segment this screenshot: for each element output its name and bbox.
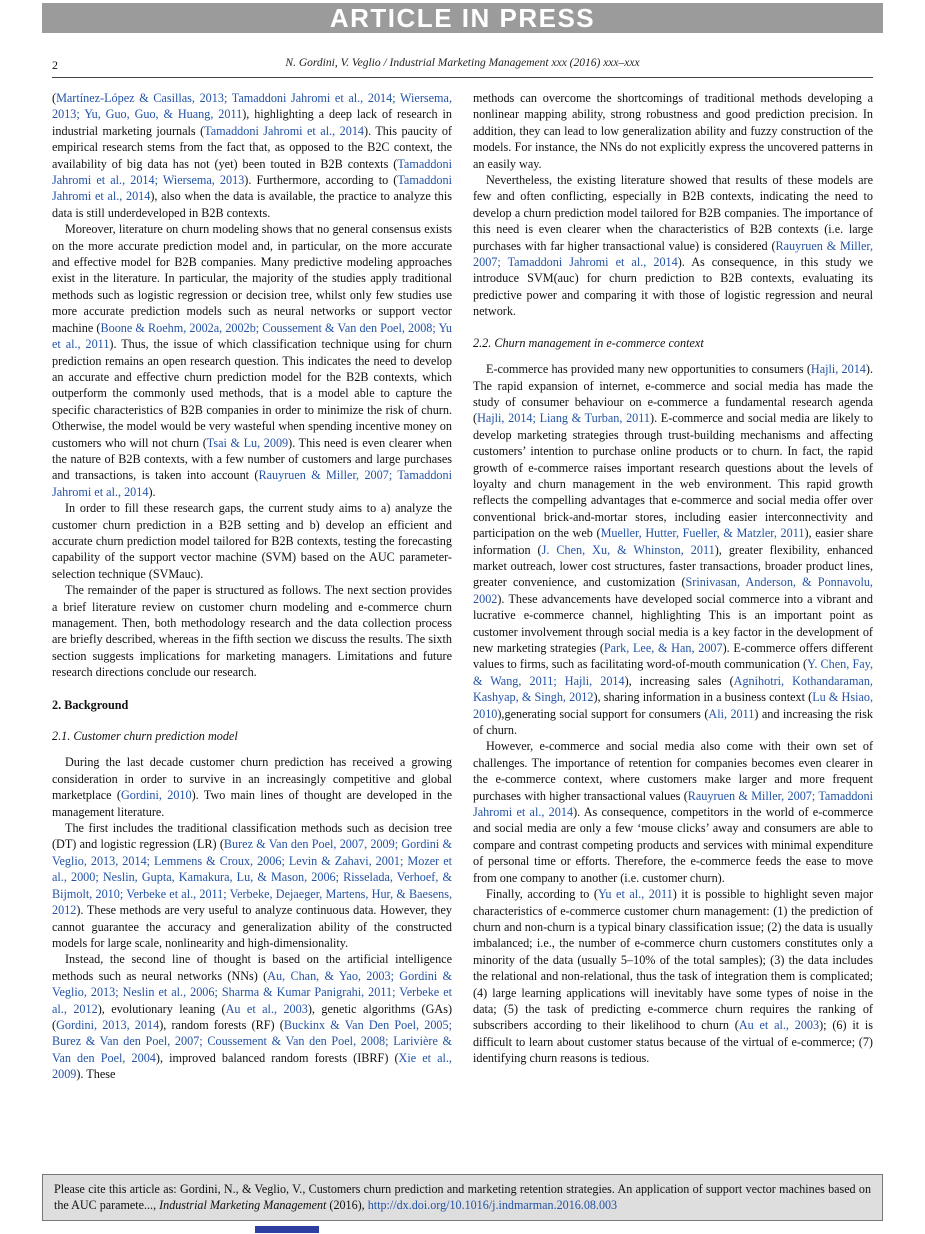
citation-link[interactable]: Gordini, 2013, 2014 — [56, 1017, 160, 1032]
text-segment: Please cite this article as: Gordini, N., & Veglio, V., Customers churn prediction and marketing retention strategies. An application of support vector machines based on the AUC paramete..., — [54, 1182, 871, 1212]
citation-link[interactable]: Tamaddoni Jahromi et al., 2014 — [204, 123, 365, 138]
text-segment: ); (6) it is difficult to learn about customer status because of the virtual of e-commerce; (7) identifying churn reasons is tedious. — [473, 1018, 873, 1066]
text-segment: ). Thus, the issue of which classification technique using for churn prediction remains an open research question. This indicates the need to develop an accurate and effective churn prediction model for the B2B contexts, which outperform the commonly used methods, that is a model able to capture the specific characteristics of B2B companies in order to minimize the risk of churn. Otherwise, the model would be very wasteful when spending incentive money on customers who will not churn ( — [52, 337, 452, 450]
citation-link[interactable]: Au et al., 2003 — [738, 1018, 820, 1033]
citation-link[interactable]: Tamaddoni Jahromi et al., 2014; Wiersema, 2013 — [52, 156, 452, 188]
citation-link[interactable]: Buckinx & Van Den Poel, 2005; Burez & Van den Poel, 2007; Coussement & Van den Poel, 2008; Larivière & Van den Poel, 2004 — [52, 1017, 452, 1065]
text-segment: ), greater flexibility, enhanced market outreach, lower cost structures, faster transactions, broader product lines, greater convenience, and customization ( — [473, 542, 873, 590]
citation-link[interactable]: Agnihotri, Kothandaraman, Kashyap, & Singh, 2012 — [473, 673, 873, 705]
citation-link[interactable]: Rauyruen & Miller, 2007; Tamaddoni Jahromi et al., 2014 — [473, 238, 873, 270]
paragraph — [473, 172, 873, 320]
paragraph — [52, 500, 452, 582]
text-segment: Industrial Marketing Management — [159, 1197, 327, 1212]
text-segment: During the last decade customer churn prediction has received a growing consideration in order to survive in an increasingly competitive and global marketplace ( — [52, 755, 452, 803]
text-segment: However, e-commerce and social media also come with their own set of challenges. The importance of retention for companies becomes even clearer in the e-commerce context, where customers make larger and more frequent purchases with higher transactional values ( — [473, 739, 873, 803]
paragraph — [473, 90, 873, 172]
citation-link[interactable]: Tsai & Lu, 2009 — [206, 435, 289, 450]
text-segment: The remainder of the paper is structured as follows. The next section provides a brief literature review on customer churn modeling and e-commerce churn management. Then, both methodology research and the data collection process are briefly described, whereas in the fifth section we discuss the results. The sixth section suggests implications for marketing managers. Limitations and future research directions conclude our research. — [52, 583, 452, 680]
section-heading: 2. Background — [52, 697, 129, 712]
text-segment: (2016), — [326, 1197, 368, 1212]
text-segment: Instead, the second line of thought is based on the artificial intelligence methods such as neural networks (NNs) ( — [52, 952, 452, 983]
paragraph — [473, 886, 873, 1066]
banner-label: ARTICLE IN PRESS — [329, 2, 596, 33]
text-segment: ). Furthermore, according to ( — [244, 173, 398, 188]
page-number: 2 — [52, 58, 58, 72]
running-title: N. Gordini, V. Veglio / Industrial Marketing Management xxx (2016) xxx–xxx — [285, 57, 640, 69]
page-header — [52, 57, 873, 72]
paragraph — [473, 361, 873, 738]
right-column — [473, 90, 873, 1172]
text-segment: The first includes the traditional classification methods such as decision tree (DT) and logistic regression (LR) ( — [52, 821, 452, 852]
citation-link[interactable]: Au, Chan, & Yao, 2003; Gordini & Veglio, 2013; Neslin et al., 2006; Sharma & Kumar Panigrahi, 2011; Verbeke et al., 2012 — [52, 968, 452, 1016]
paragraph — [52, 582, 452, 680]
citation-link[interactable]: Ali, 2011 — [708, 706, 755, 721]
text-segment: ( — [52, 91, 57, 105]
text-segment: Moreover, literature on churn modeling shows that no general consensus exists on the more accurate prediction model and, in particular, on the more accurate and effective model for B2B companies. Many predictive modeling approaches exist in the literature. In particular, the majority of the studies apply traditional methods such as logistic regression or decision tree, whilst only few studies use more accurate prediction models such as neural networks or support vector machine ( — [52, 222, 452, 335]
citation-link[interactable]: Y. Chen, Fay, & Wang, 2011; Hajli, 2014 — [473, 657, 873, 688]
citation-link[interactable]: Burez & Van den Poel, 2007, 2009; Gordini & Veglio, 2013, 2014; Lemmens & Croux, 2006; Levin & Zahavi, 2001; Mozer et al., 2000; Neslin, Gupta, Kamakura, Lu, & Mason, 2006; Risselada, Verhoef, & Bijmolt, 2010; Verbeke et al., 2011; Verbeke, Dejaeger, Martens, Hur, & Baesens, 2012 — [52, 837, 452, 918]
text-segment: ), evolutionary leaning ( — [97, 1001, 226, 1016]
text-segment: ). E-commerce offers different values to firms, such as facilitating word-of-mouth communication ( — [473, 641, 873, 672]
citation-link[interactable]: J. Chen, Xu, & Whinston, 2011 — [541, 542, 715, 557]
text-segment: ). Two main lines of thought are developed in the management literature. — [52, 788, 452, 819]
text-segment: ), sharing information in a business context ( — [593, 690, 813, 705]
text-segment: ). These methods are very useful to analyze continuous data. However, they cannot guarantee the accuracy and generalization ability of the constructed models for large scale, nonlinearity and high-dimensionality. — [52, 903, 452, 950]
text-segment: ). The rapid expansion of internet, e-commerce and social media has made the study of consumer behaviour on e-commerce a fundamental research agenda ( — [473, 362, 873, 426]
text-segment: ), improved balanced random forests (IBRF) ( — [155, 1050, 399, 1065]
link-underline-artifact — [255, 1226, 319, 1233]
text-segment: ). These — [76, 1067, 116, 1082]
text-segment: ), genetic algorithms (GAs) ( — [52, 1001, 452, 1032]
text-segment: Finally, according to ( — [486, 887, 598, 902]
citation-link[interactable]: Au et al., 2003 — [225, 1001, 308, 1016]
text-segment: ) and increasing the risk of churn. — [473, 706, 873, 738]
paragraph — [52, 820, 452, 951]
text-segment: ), random forests (RF) ( — [159, 1017, 284, 1032]
citation-link[interactable]: Hajli, 2014 — [810, 362, 866, 377]
text-segment: ). These advancements have developed social commerce into a vibrant and lucrative e-commerce channel, highlighting This is an important point as customer involvement through social media is a key factor in the development of new marketing strategies ( — [473, 591, 873, 655]
citation-link[interactable]: Lu & Hsiao, 2010 — [473, 690, 873, 721]
text-segment: ). As consequence, in this study we introduce SVM(auc) for churn prediction to B2B contexts, evaluating its predictive power and comparing it with those of logistic regression and neural network. — [473, 255, 873, 319]
article-in-press-banner — [42, 3, 883, 33]
text-segment: ), also when the data is available, the practice to analyze this data is still underdeveloped in B2B contexts. — [52, 189, 452, 220]
left-column — [52, 90, 452, 1172]
citation-link[interactable]: Park, Lee, & Han, 2007 — [603, 641, 723, 655]
citation-link[interactable]: Hajli, 2014; Liang & Turban, 2011 — [477, 411, 651, 426]
text-segment: methods can overcome the shortcomings of traditional methods developing a nonlinear mapping ability, strong robustness and good prediction precision. In addition, they can lead to low generalization ability and fuzzy construction of the models. For instance, the NNs do not explicitly express the uncovered patterns in an easily way. — [473, 91, 873, 171]
subsection-heading: 2.1. Customer churn prediction model — [52, 729, 238, 744]
text-segment: In order to fill these research gaps, the current study aims to a) analyze the customer churn prediction in a B2B setting and b) develop an efficient and accurate churn prediction model tailored for B2B contexts, testing the forecasting capability of the support vector machine (SVM) based on the AUC parameter-selection technique (SVMauc). — [52, 501, 452, 581]
paragraph — [52, 221, 452, 500]
text-segment: ),generating social support for consumers ( — [497, 706, 709, 721]
text-segment: ). E-commerce and social media are likely to develop marketing strategies through trust-building mechanisms and affecting customers’ intention to purchase online products or to churn. In fact, the rapid growth of e-commerce raises important research questions about the levels of loyalty and churn management in the web environment. This rapid growth reflects the compelling advantages that e-commerce and social media offer over conventional brick-and-mortar stores, including easier interconnectivity and participation on the web ( — [473, 411, 873, 541]
text-segment: E-commerce has provided many new opportunities to consumers ( — [486, 362, 811, 377]
text-segment: ). This paucity of empirical research stems from the fact that, as opposed to the B2C context, the availability of big data has not (yet) been touted in B2B contexts ( — [52, 123, 452, 171]
paragraph — [473, 738, 873, 886]
citation-link[interactable]: Boone & Roehm, 2002a, 2002b; Coussement & Van den Poel, 2008; Yu et al., 2011 — [52, 320, 452, 352]
citation-link[interactable]: Srinivasan, Anderson, & Ponnavolu, 2002 — [473, 575, 873, 606]
header-rule — [52, 77, 873, 78]
citation-link[interactable]: Rauyruen & Miller, 2007; Tamaddoni Jahromi et al., 2014 — [473, 788, 873, 820]
paragraph — [52, 90, 452, 221]
citation-link[interactable]: Mueller, Hutter, Fueller, & Matzler, 2011 — [600, 526, 805, 541]
text-segment: ), increasing sales ( — [624, 673, 734, 688]
citation-link[interactable]: Tamaddoni Jahromi et al., 2014 — [52, 173, 452, 204]
paragraph — [52, 951, 452, 1082]
text-segment: Nevertheless, the existing literature showed that results of these models are few and often conflicting, especially in B2B contexts, indicating the need to develop a churn prediction model tailored for B2B companies. The importance of this need is even clearer when the characteristics of B2B contexts (i.e. large purchases with far higher transactional value) is considered ( — [473, 173, 873, 253]
citation-link[interactable]: Gordini, 2010 — [120, 788, 192, 803]
citation-notice — [42, 1174, 883, 1221]
text-segment: ). — [148, 484, 156, 499]
text-segment: ). As consequence, competitors in the world of e-commerce and social media are only a few ‘mouse clicks’ away and consumers are able to compare and contrast competing products and services with minimal expenditure of personal time or efforts. Therefore, the e-commerce feeds the ease to move from one company to another (i.e. customer churn). — [473, 805, 873, 885]
text-segment: ) it is possible to highlight seven major characteristics of e-commerce customer churn management: (1) the prediction of churn and non-churn is a typical binary classification issue; (2) the data is usually imbalanced; i.e., the number of e-commerce churn customers constitutes only a minority of the data (usually 5–10% of the total samples); (3) the data includes the relational and non-relational, thus the task of integration them is complicated; (4) large learning applications will inevitably have some types of noise in the data; (5) the task of predicting e-commerce churn requires the ranking of subscribers according to their likelihood to churn ( — [473, 887, 873, 1033]
paragraph — [52, 754, 452, 820]
citation-link[interactable]: Rauyruen & Miller, 2007; Tamaddoni Jahromi et al., 2014 — [52, 468, 452, 499]
citation-link[interactable]: Xie et al., 2009 — [52, 1050, 452, 1082]
text-segment: ). This need is even clearer when the nature of B2B contexts, with a few number of customers and large purchases and transactions, is taken into account ( — [52, 435, 452, 483]
doi-link[interactable]: http://dx.doi.org/10.1016/j.indmarman.2016.08.003 — [367, 1197, 618, 1212]
citation-link[interactable]: Yu et al., 2011 — [597, 887, 673, 902]
text-segment: ), highlighting a deep lack of research in industrial marketing journals ( — [52, 107, 452, 138]
text-segment: ), easier share information ( — [473, 526, 873, 557]
subsection-heading: 2.2. Churn management in e-commerce context — [473, 335, 704, 350]
citation-link[interactable]: Martínez-López & Casillas, 2013; Tamaddoni Jahromi et al., 2014; Wiersema, 2013; Yu, Guo, Guo, & Huang, 2011 — [52, 91, 452, 122]
